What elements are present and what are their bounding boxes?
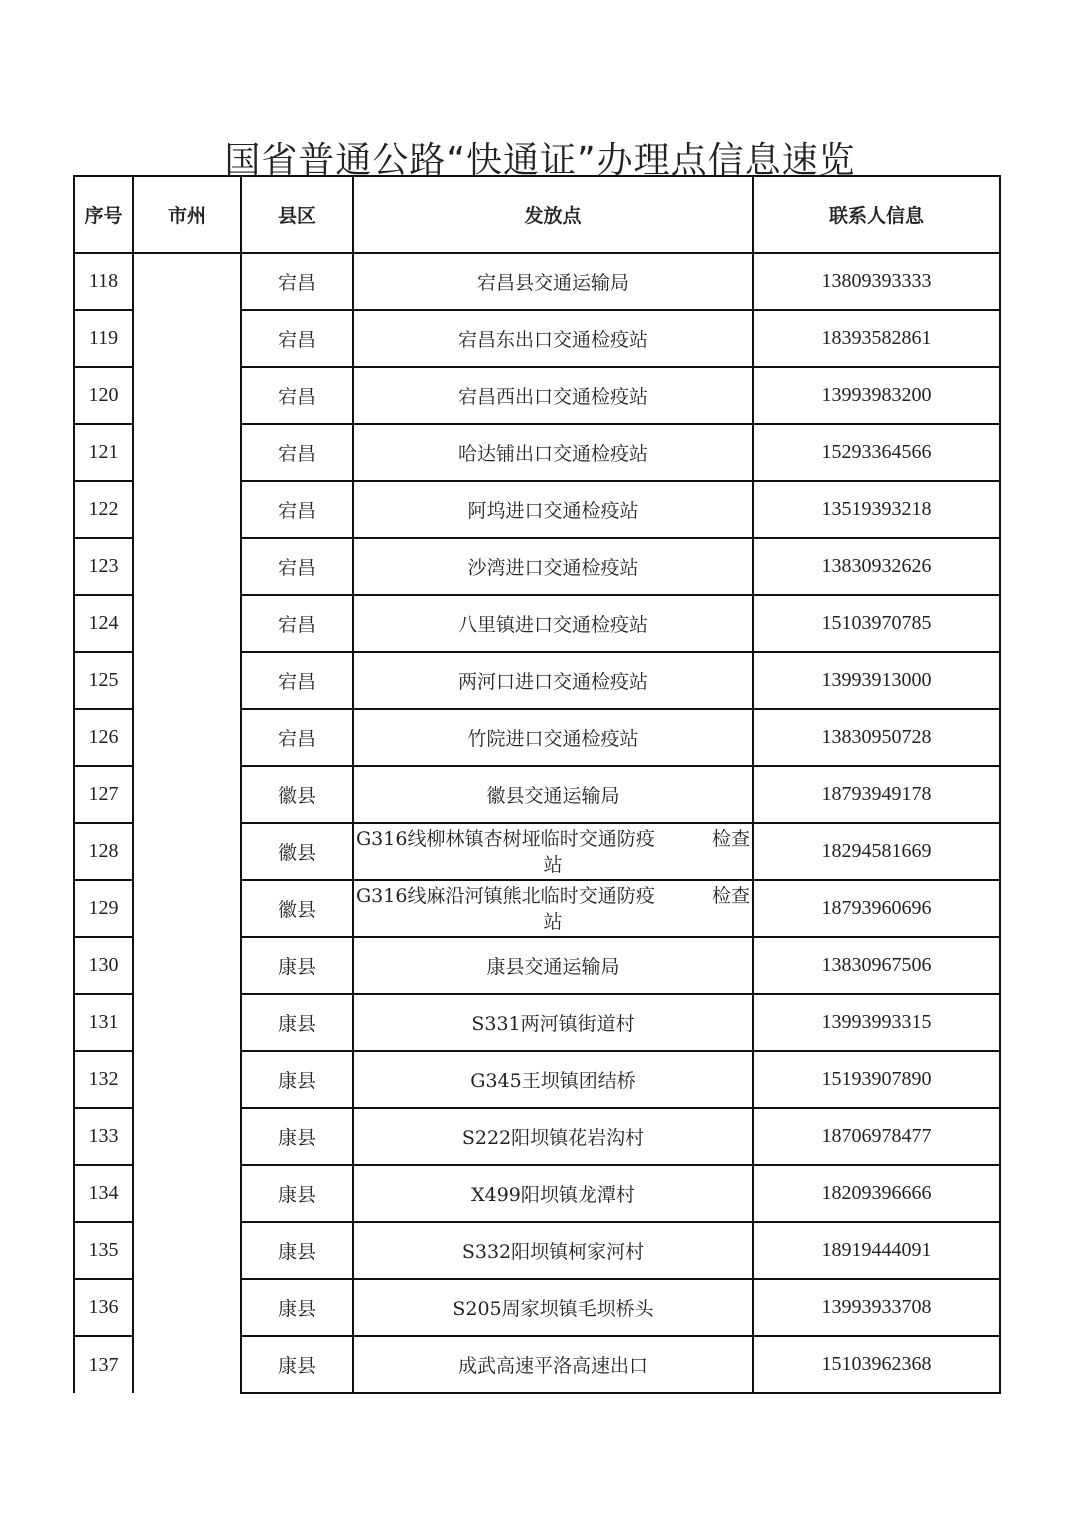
phone-cell: 18793949178 <box>753 766 1000 823</box>
seq-cell: 127 <box>74 766 133 823</box>
point-cell: 竹院进口交通检疫站 <box>353 709 753 766</box>
phone-cell: 13993993315 <box>753 994 1000 1051</box>
point-cell: G316线麻沿河镇熊北临时交通防疫 检查站 <box>353 880 753 937</box>
city-cell <box>133 253 241 1393</box>
county-cell: 康县 <box>241 937 353 994</box>
seq-cell: 132 <box>74 1051 133 1108</box>
point-cell: G345王坝镇团结桥 <box>353 1051 753 1108</box>
seq-cell: 125 <box>74 652 133 709</box>
point-cell: S205周家坝镇毛坝桥头 <box>353 1279 753 1336</box>
phone-cell: 18706978477 <box>753 1108 1000 1165</box>
county-cell: 宕昌 <box>241 253 353 310</box>
seq-cell: 137 <box>74 1336 133 1393</box>
county-cell: 宕昌 <box>241 367 353 424</box>
county-cell: 宕昌 <box>241 310 353 367</box>
page-title: 国省普通公路“快通证”办理点信息速览 <box>224 140 856 181</box>
seq-cell: 134 <box>74 1165 133 1222</box>
county-cell: 康县 <box>241 1336 353 1393</box>
point-cell: S332阳坝镇柯家河村 <box>353 1222 753 1279</box>
seq-cell: 136 <box>74 1279 133 1336</box>
phone-cell: 13519393218 <box>753 481 1000 538</box>
header-contact: 联系人信息 <box>753 176 1000 253</box>
seq-cell: 130 <box>74 937 133 994</box>
phone-cell: 15193907890 <box>753 1051 1000 1108</box>
seq-cell: 131 <box>74 994 133 1051</box>
seq-cell: 128 <box>74 823 133 880</box>
point-cell: 康县交通运输局 <box>353 937 753 994</box>
county-cell: 徽县 <box>241 880 353 937</box>
phone-cell: 18294581669 <box>753 823 1000 880</box>
point-cell: 宕昌县交通运输局 <box>353 253 753 310</box>
county-cell: 徽县 <box>241 823 353 880</box>
phone-cell: 15103970785 <box>753 595 1000 652</box>
seq-cell: 120 <box>74 367 133 424</box>
phone-cell: 18919444091 <box>753 1222 1000 1279</box>
county-cell: 宕昌 <box>241 709 353 766</box>
phone-cell: 13830932626 <box>753 538 1000 595</box>
header-point: 发放点 <box>353 176 753 253</box>
county-cell: 宕昌 <box>241 652 353 709</box>
phone-cell: 13830967506 <box>753 937 1000 994</box>
county-cell: 康县 <box>241 1279 353 1336</box>
header-seq: 序号 <box>74 176 133 253</box>
info-table <box>73 175 1001 1394</box>
seq-cell: 119 <box>74 310 133 367</box>
seq-cell: 121 <box>74 424 133 481</box>
point-cell: G316线柳林镇杏树垭临时交通防疫 检查站 <box>353 823 753 880</box>
county-cell: 康县 <box>241 1051 353 1108</box>
seq-cell: 126 <box>74 709 133 766</box>
seq-cell: 124 <box>74 595 133 652</box>
point-cell: 阿坞进口交通检疫站 <box>353 481 753 538</box>
phone-cell: 13993933708 <box>753 1279 1000 1336</box>
county-cell: 康县 <box>241 1165 353 1222</box>
seq-cell: 122 <box>74 481 133 538</box>
county-cell: 徽县 <box>241 766 353 823</box>
phone-cell: 18209396666 <box>753 1165 1000 1222</box>
point-cell: 宕昌东出口交通检疫站 <box>353 310 753 367</box>
county-cell: 宕昌 <box>241 538 353 595</box>
seq-cell: 118 <box>74 253 133 310</box>
point-cell: 八里镇进口交通检疫站 <box>353 595 753 652</box>
phone-cell: 18393582861 <box>753 310 1000 367</box>
phone-cell: 15293364566 <box>753 424 1000 481</box>
point-cell: 两河口进口交通检疫站 <box>353 652 753 709</box>
table-row <box>74 253 1000 310</box>
header-county: 县区 <box>241 176 353 253</box>
phone-cell: 15103962368 <box>753 1336 1000 1393</box>
county-cell: 宕昌 <box>241 424 353 481</box>
point-cell: 徽县交通运输局 <box>353 766 753 823</box>
phone-cell: 13993983200 <box>753 367 1000 424</box>
point-cell: 成武高速平洛高速出口 <box>353 1336 753 1393</box>
point-cell: 哈达铺出口交通检疫站 <box>353 424 753 481</box>
phone-cell: 13830950728 <box>753 709 1000 766</box>
county-cell: 康县 <box>241 1222 353 1279</box>
seq-cell: 133 <box>74 1108 133 1165</box>
header-city: 市州 <box>133 176 241 253</box>
header-row <box>74 176 1000 253</box>
phone-cell: 13993913000 <box>753 652 1000 709</box>
county-cell: 宕昌 <box>241 481 353 538</box>
point-cell: X499阳坝镇龙潭村 <box>353 1165 753 1222</box>
county-cell: 康县 <box>241 994 353 1051</box>
point-cell: 沙湾进口交通检疫站 <box>353 538 753 595</box>
phone-cell: 18793960696 <box>753 880 1000 937</box>
county-cell: 康县 <box>241 1108 353 1165</box>
seq-cell: 123 <box>74 538 133 595</box>
phone-cell: 13809393333 <box>753 253 1000 310</box>
seq-cell: 129 <box>74 880 133 937</box>
point-cell: S331两河镇街道村 <box>353 994 753 1051</box>
county-cell: 宕昌 <box>241 595 353 652</box>
point-cell: S222阳坝镇花岩沟村 <box>353 1108 753 1165</box>
point-cell: 宕昌西出口交通检疫站 <box>353 367 753 424</box>
seq-cell: 135 <box>74 1222 133 1279</box>
